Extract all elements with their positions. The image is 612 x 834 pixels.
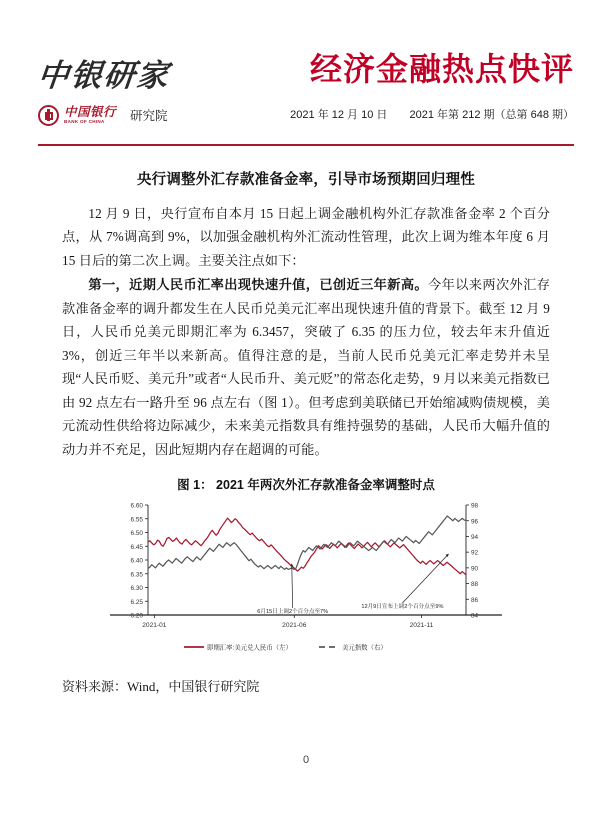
legend-label-2: 美元指数（右）	[342, 644, 387, 652]
y-tick-label-left: 6.30	[130, 585, 143, 593]
y-tick-label-right: 90	[471, 565, 479, 573]
y-tick-label-right: 84	[471, 612, 479, 620]
paragraph-1	[62, 202, 550, 273]
y-tick-label-right: 88	[471, 581, 479, 589]
y-tick-label-right: 96	[471, 518, 479, 526]
legend-label-1: 即期汇率:美元兑人民币（左）	[207, 644, 292, 652]
paragraph-1-text: 12 月 9 日，央行宣布自本月 15 日起上调金融机构外汇存款准备金率 2 个百分点，从 7%调高到 9%，以加强金融机构外汇流动性管理，此次上调为维本年度 6 月 15 日后的第二次上调。主要关注点如下：	[62, 205, 550, 268]
institute-name: 研究院	[130, 109, 168, 123]
paragraph-2	[62, 273, 550, 461]
y-tick-label-right: 94	[471, 534, 479, 542]
bank-name-cn: 中国银行	[64, 104, 117, 119]
issue-meta	[290, 106, 574, 122]
figure-source: 资料来源：Wind，中国银行研究院	[62, 679, 260, 695]
bank-logo-row	[38, 102, 168, 128]
x-tick-label: 2021-11	[409, 622, 434, 630]
x-tick-label: 2021-01	[142, 622, 167, 630]
y-tick-label-right: 92	[471, 549, 479, 557]
chart-annotation-1	[257, 564, 328, 615]
publication-title: 经济金融热点快评	[309, 51, 574, 87]
annotation-label: 12月9日宣布上调2个百分点至9%	[361, 604, 444, 611]
figure-1	[62, 475, 550, 695]
chart-container	[62, 497, 550, 662]
masthead	[35, 42, 574, 144]
y-tick-label-left: 6.50	[130, 530, 143, 538]
annotation-arrow	[292, 564, 293, 608]
paragraph-2-lead: 第一，近期人民币汇率出现快速升值，已创近三年新高。	[88, 277, 429, 293]
issue-number: 2021 年第 212 期（总第 648 期）	[409, 109, 574, 121]
y-tick-label-left: 6.35	[130, 571, 143, 579]
chart-legend	[184, 643, 387, 652]
page-number: 0	[302, 754, 310, 766]
document-content	[62, 146, 550, 695]
y-tick-label-right: 86	[471, 597, 479, 605]
paragraph-2-text: 今年以来两次外汇存款准备金率的调升都发生在人民币兑美元汇率出现快速升值的背景下。截至 12 月 9 日，人民币兑美元即期汇率为 6.3457，突破了 6.35 的压力位，较去年末升值近 3%，创近三年半以来新高。值得注意的是，当前人民币兑美元汇率走势并未呈现“人民币贬、美元升”或者“人民币升、美元贬”的常态化走势，9 月以来美元指数已由 92 点左右一路升至 96 点左右（图 1）。但考虑到美联储已开始缩减购债规模，美元流动性供给将边际减少，未来美元指数具有维持强势的基础，人民币大幅升值的动力并不充足，因此短期内存在超调的可能。	[62, 277, 551, 457]
y-tick-label-left: 6.60	[130, 502, 143, 510]
y-tick-label-left: 6.40	[130, 557, 143, 565]
bank-name-en: BANK OF CHINA	[64, 118, 105, 124]
chart-series-1	[148, 518, 466, 575]
y-tick-label-left: 6.45	[130, 544, 143, 552]
y-tick-label-left: 6.20	[130, 612, 143, 620]
page-title: 央行调整外汇存款准备金率，引导市场预期回归理性	[136, 172, 476, 189]
y-tick-label-left: 6.25	[130, 599, 143, 607]
annotation-label: 6月15日上调2个百分点至7%	[257, 609, 329, 616]
annotation-arrow	[402, 554, 448, 603]
bank-name-block	[64, 106, 116, 125]
y-tick-label-left: 6.55	[130, 516, 143, 524]
y-tick-label-right: 98	[471, 502, 479, 510]
brand-script-logo: 中银研家	[35, 58, 172, 93]
bank-of-china-logo-icon	[38, 105, 59, 126]
x-tick-label: 2021-06	[282, 622, 307, 630]
document-page	[0, 42, 612, 834]
publish-date: 2021 年 12 月 10 日	[290, 109, 388, 121]
figure-title: 图 1： 2021 年两次外汇存款准备金率调整时点	[177, 478, 435, 493]
exchange-rate-line-chart	[106, 497, 506, 662]
